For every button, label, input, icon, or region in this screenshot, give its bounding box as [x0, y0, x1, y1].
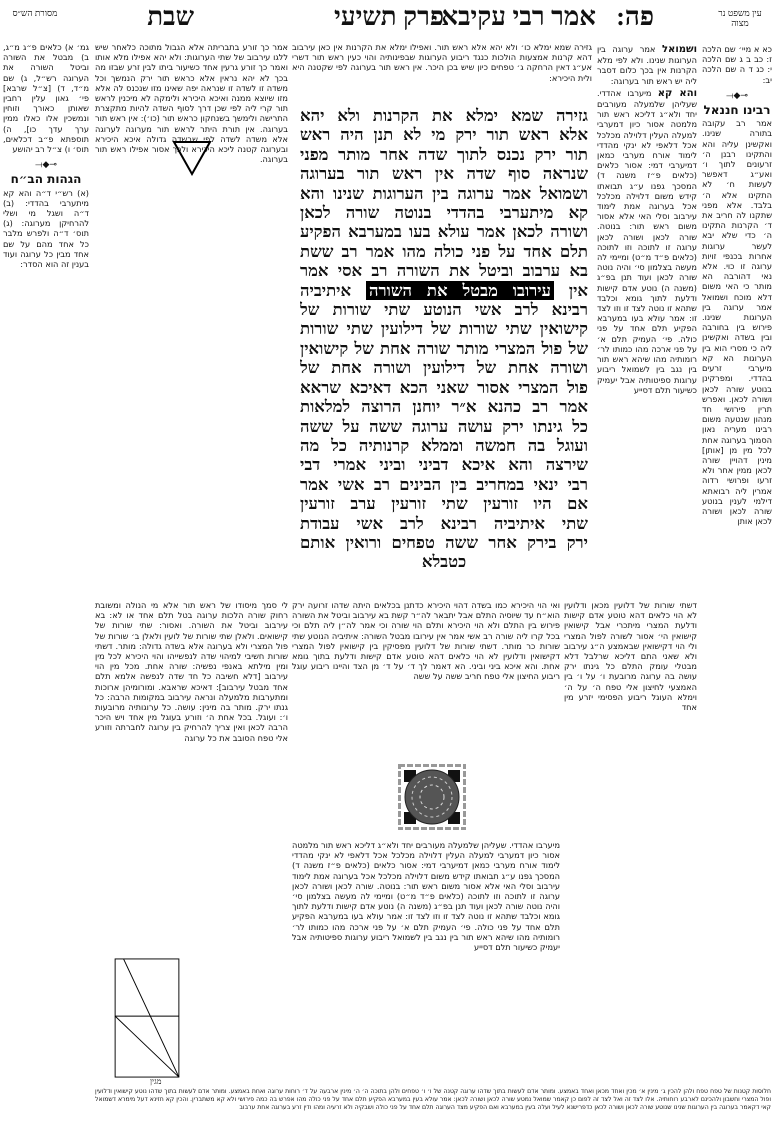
bottom-commentary-text: חלוסות קטנות של טפח טפח ולהן להכין ג׳ מינין א׳ מכין ואחד מכאן ואחד באמצע. ומותר אדם לעשות בתוך שדהו ערוגה קטנה של ו׳ ו׳ טפחים ולהן בתוכה ה׳ ה׳ מינין ארבעה על ד׳ רוחות ערוגה ואחת באמצע. ומותר אדם לעשות בתוך שדהו נוטע קישואין ודלועין ופול המצרי וחשבון ולהכינם לארבע רוחותיה. אלו לצד זה ואל לצד זה לפום כן קאמר שמואל נמטע שורה לכאן ושורה לכאן: אמר עולא בעין במערבא הפקיע תלם אחד על פני כולה מהו אפרש בה כמה פירושי ולא קא משתברין. והכין קא חזינא דעל מימרא דשמואל קאי דקאמר בערוגה בין הערוגות שנינו שנוטע שורה לכאן ושורה לכאן כדפרישנא לעיל ועלה בעין במערבא ואם הפקיע מצד הערוגה תלם אחד על פני כולה ושבקיה ולא זרעיה ומהו ודין זרע בערוגה אחת ערבוב	[95, 1088, 771, 1111]
tosafot-lower-text: לי סמך מיסודו של ראש תור אלא מי הנולה ומשובת רחוק שורה הלכות ערוגה בטל תלם אחד או לא: בא עירבוב וביטל את השורה. ואסור: שתי שורות של קישואים. ולאלן שתי שורות של לועין ולאלן ב׳ שורות של פול המצרי ולא בערוגה אלא בשדה גדולה: מותר. דשתי שורות חשיבי למיהוי שדה לנפשייהו והוי היכירא לכל מין ומין מילתא באנפי נפשיה: שורה אחת. מכל מין הוי עירבוב [דלא חשיבה כל חד שדה לנפשה אלמא תלם אחד מבטל עירבוב]: דאיכא שראבא. ומורומיהן ארוכות ומתערבות מלמעלה ונראה עירבוב במקומות הרבה: כל גנתו ירק. מותר בה מינין: עושה. כל ערוגותיה מרובעות ו׳: ועוגל. בכל אחת ה׳ וזורע בעוגל מין אחד ויש היכר הרבה לכאן ואין צריך להרחיק בין ערוגה לחברתה וזורע אלי טפח הסובב את כל ערוגה	[95, 600, 288, 743]
gemara-line: קא מיתערבי בהדדי בנוטה שורה לכאן	[300, 203, 588, 223]
gemara-line: בא ערבוב וביטל את השורה רב אסי אמר	[300, 261, 588, 281]
hagahot-title: הגהות הב״ח	[10, 172, 82, 187]
field-diagonal-diagram	[112, 958, 182, 1078]
right-margin	[702, 44, 772, 528]
bottom-commentary	[95, 1088, 771, 1111]
hagahot-text: (א) רש״י ד״ה והא קא מיתערבי בהדדי: (ב) ד״ה ושגל מי ושלי להרחיקן מערוגה: (ג) תוס׳ ד״ה ולפרש מלבר כל אחד מהם על שם אחד מבין כל ערוגה ועוד בענין זה הוא הסדר:	[3, 187, 89, 270]
gemara-word: איתיביה	[300, 280, 352, 300]
chananel-text: אמר רב עקובה בתורה שנינו. ואקשינן עליה והא והתקינו רבנן ה׳ זרעונים לתוך ו׳ ואע״ג דאפשר לעשות ח׳ לא התקינו אלא ה׳ בלבד. אלא מפני שתקנו לה חריב את ד׳ הקרנות התקינו ה׳ כדי שלא יבא לעשר ערוגות אחרות בכנפי זויות ערוגה זו כוי. אלא נאי דהורבה הא מותר כי האי משום דלא מוכח ושמואל אמר ערוגה בין הערוגות שנינו. פירוש בין בחורבה ובין בשדה ואקשינן ליה כי מסרי הוא בין הערוגות הא קא מיערבי זרעים בהדדי. ומפרקינן בנוטע שורה לכאן ושורה לכאן. ואפרש תרין פירושי חד מנהון שנטעה משום רבינו מעריה נאון הסמוך בערוגה אחת לכל מין מן [אותן] מינין דהויין שורה לכאן ממין אחר ולא זרעו ופרושי רדוה אמרין ליה רבואתא דילמי לענין בנוטע שורה לכאן ושורה לכאן אותן	[702, 118, 772, 527]
gemara-line: רבינא לרב אשי הנוטע שתי שורות של	[300, 300, 588, 320]
gemara-line: ועוגל בה חמשה וממלא קרנותיה כל מה	[300, 435, 588, 455]
gemara-line: של פול המצרי מותר שורה אחת של קישואין	[300, 338, 588, 358]
ein-mishpat-text: כא א מיי׳ שם הלכה ז: כב ב ג שם הלכה י: כג ד ה שם הלכה יב:	[702, 44, 772, 85]
gemara-line: ושמואל אמר ערוגה בין הערוגות שנינו והא	[300, 183, 588, 203]
rashi-top	[292, 42, 592, 85]
gemara-word: אין	[568, 280, 588, 300]
rashi-top-text: גזירה שמא ימלא כו׳ ולא יהא אלא ראש תור. ואפילו ימלא את הקרנות אין כאן עירבוב דהא קרנות אמצעות הולכות כנגד ריבוע הערוגות שבפינותיה והוי כעין ראש תור דשרי אע״ג דאין הרחקה ג׳ טפחים כיון שיש בכן היכר. אין ראש תור בערוגה לפי שקטנה היא ולית היכירא:	[292, 42, 592, 83]
tosafot-lower	[95, 600, 288, 745]
rashi-comment: מיערבו אהדדי. שעליהן שלמעלה מעורבים יחד ולא״ג דליכא ראש תור מלמטה אסור כיון דמערבי למעלה העלין דלוילה מכלכל אכל דלאפי לא ינקי מהדדי לימוד אורח מערבי כמאן דמיערבי דמי: אסור כלאים (כלאים פ״ז משנה ד) המסכך גפנו ע״ג תבואתו קידש משום דלוילה מכלכל אכל בערוגה אמת לימוד עירבוב וסלי האי אלא אסור משום ראש תור: בנוטה. שורה לכאן ושורה לכאן ערוגה זו לתוכה וזו לתוכה (כלאים פ״ד מ״ט) ומיימי לה מעשה בצלמון סי׳ והיה נוטה שורה לכאן ועוד תנן בפ״ג (משנה ה) נוטע אדם קישות ודלעת לתוך גומא וכלבד שתהא זו נוטה לצד זו וזו לצד זו: אמר עולא בעו במערבא הפקיע תלם אחד על פני כולה. פי׳ העמיק תלם א׳ על פני ארכה מהו כמותו לר׳ רומותיה מהו שיהא ראש תור בין נגב בין לשמואל ריבוע ערוגות ספיטותיה אבל יעמיק כשיעור תלם דסייע	[597, 87, 697, 395]
gemara-line: גזירה שמא ימלא את הקרנות ולא יהא	[300, 106, 588, 125]
gemara-line-last: כטבלא	[421, 552, 467, 572]
triangle-ornament	[172, 140, 212, 176]
rashi-dibbur: ושמואל	[661, 44, 697, 55]
gemara-line: תלם אחד על פני כולה מהו אמר רב ששת	[300, 241, 588, 261]
gemara-line: קישואין שתי שורות של דילועין שתי שורות	[300, 319, 588, 339]
diagram-label: מגין	[150, 1077, 162, 1086]
rashi-lower-text: דשתי שורות של דלועין מכאן ודלועין לא הוי כלאים דהא טוטע אדם קישות ודלעת המצרי מיתכרי אבל קישואין קישואין הי׳ אסור לשורה לפול המצרי ולי הוי דקישואין שבאמצע ה״ג עירבוב ולא שאני התם דליכא שרלבל דלא מבטלי עומק התלם כל גינתו ירק עושה בה ערוגה מרובעת ו׳ על ו׳ בין האמצעי לחיצון אלי טפח ה׳ על ה׳ וימלא העוגל ריבוע הפסימי יזרע מין אחד	[564, 600, 697, 713]
gemara-line: אם היו זורעין שתי זורעין ערב זורעין	[300, 494, 588, 514]
gemara-line: אלא ראש תור ירק מי לא תנן היה ראש	[300, 125, 588, 145]
ornament-divider: ⟜◆⟝	[35, 160, 57, 171]
gemara-line: ירק בירק אחר ששה טפחים ורואין אותם	[300, 532, 588, 552]
gemara-line: כל גינתו ירק עושה ערוגה ששה על ששה	[300, 416, 588, 436]
gemara-line: ושורה לכאן אמר עולא בעו במערבא הפקיע	[300, 222, 588, 242]
tractate-name: שבת	[147, 2, 194, 31]
mesoret-hashas: גמ׳ א) כלאים פ״ג מ״ג, ב) מבטל את השורה וביטל השורה את הערוגה רש״ל, ג) שם מ״ד, ד) [צ״ל שרבא] פי׳ גאון עלין רחבין שאותן כאורך וזוחין ונמשכין אלו כאלו ממין ערך עדך כו], ה) תוספתא פ״ב דכלאים, תוס׳ ו) צ״ל רב יהושע	[3, 42, 89, 155]
chapter-number: פרק תשיעי	[334, 2, 444, 31]
garden-bed-diagram	[398, 764, 466, 830]
gemara-line: תור ירק נכנס לתוך שדה אחר מותר מפני	[300, 144, 588, 164]
gemara-line: ושורה אחת של דילועין ושורה אחת של	[300, 358, 588, 378]
ein-mishpat-header: עין משפט נר מצוה	[718, 8, 762, 28]
gemara-text	[300, 106, 588, 572]
gemara-line: פול המצרי אסור שאני הכא דאיכא שראא	[300, 377, 588, 397]
ornament-divider: ⟜◆⟝	[726, 90, 748, 101]
gemara-line: שתי איתיביה רבינא לרב אשי עבודת	[300, 513, 588, 533]
left-margin	[3, 42, 89, 271]
gemara-line: שנראה סוף שדה אין ראש תור בערוגה	[300, 164, 588, 184]
daf-number: פה:	[616, 2, 654, 31]
gemara-line: אמר רב כהנא א״ר יוחנן הרוצה למלאות	[300, 397, 588, 417]
gemara-line: שירצה והא איכא דביני וביני אמרי דבי	[300, 455, 588, 475]
gemara-line-highlighted	[300, 281, 588, 300]
rashi-dibbur: והא קא	[657, 87, 697, 99]
center-lower-text: ואי הוי היכירא כמו בשדה דהוי היכירא כדתנן בכלאים היתה שדהו זרועה ירק הוא״ח עד שיוסיה התלם אבל יתבאר לה״ר קשת בא עירבוב וביטל את השורה פירוש בין התלם ולא הוי היכירא ותלם הוי שורה וכי אמר לה״ן ליה תלם וכי בכל קרו ליה שורה רב אשי אמר אין עירובו מבטל השורה: איתיביה הנוטע שתי שורות כר מותר. דשתי שורות של דלועין מפסיקין בין קישואין לפול המצרי דקישואין ודלועין לא הוי כלאים דהא טוטע אדם קישות ודלעת בתוך גומא אחת. והא איכא ביני וביני. הא דאמר לך ד׳ על ד׳ מן הצד והיינו ריבוע עוגל ריבוע החיצון אלי טפח חריב ששה על ששה	[292, 600, 560, 682]
text-selection-highlight[interactable]: עירובו מבטל את השורה	[366, 281, 554, 300]
chapter-name: אמר רבי עקיבא	[441, 2, 596, 31]
tosafot-text: אמר כך זורע בתבריתה אלא הגבול מתוכה כלאחר שיש ללגו עירבוב של שתי הערוגות: ולא יהא אפילו מלא אותו ואמר כך זורע גרעין אחד כשיעור ביתו לבין זרע שבזו מה בכך לא יהא נראין אלא כראש תור ירק הנמשך וכל משדה זו לשדה זו שנראה יפה שאינו מזו שנכנס לה אלא מזו שיוצא ממנה ואיכא היכירא ולימקה לא מיכנין לראש תור קרי ליה לפי שכן דרך לסוף השדה להיות מתקצרת התרישה ולימשך בשנחקון כראש תור (כו׳): אין ראש תור בערוגה. אין תורת היתר לראש תור מערוגה לערוגה אלא משדה לשדה לפי שבשדה גדולה איכא היכירא ובערוגה קטנה ליכא היכירא ולכך אסור אפילו ראש תור בערוגה.	[95, 42, 288, 165]
rashi-lower	[564, 600, 697, 714]
center-lower-2	[292, 840, 560, 954]
gemara-line: רבי ינאי במחריב בין הבינים רב אשי אמר	[300, 474, 588, 494]
chananel-title: רבינו חננאל	[703, 103, 771, 118]
rashi-comment: אמר ערוגה בין הערוגות שנינו. ולא לפי מלא הקרנות אין בכך כלום דסבר ליה יש ראש תור בערוגה:	[597, 44, 697, 86]
rashi-column	[597, 44, 697, 397]
commentary-text: מיערבו אהדדי. שעליהן שלמעלה מעורבים יחד ולא״ג דליכא ראש תור מלמטה אסור כיון דמערבי למעלה העלין דלוילה מכלכל אכל דלאפי לא ינקי מהדדי לימוד אורח מערבי כמאן דמיערבי דמי: אסור כלאים (כלאים פ״ז משנה ד) המסכך גפנו ע״ג תבואתו קידש משום דלוילה מכלכל אכל בערוגה אמת לימוד עירבוב וסלי האי אלא אסור משום ראש תור: בנוטה. שורה לכאן ושורה לכאן ערוגה זו לתוכה וזו לתוכה (כלאים פ״ד מ״ט) ומיימי לה מעשה בצלמון סי׳ והיה נוטה שורה לכאן ועוד תנן בפ״ג (משנה ה) נוטע אדם קישות ודלעת לתוך גומא וכלבד שתהא זו נוטה לצד זו וזו לצד זו: אמר עולא בעו במערבא הפקיע תלם אחד על פני כולה. פי׳ העמיק תלם א׳ על פני ארכה מהו כמותו לר׳ רומותיה מהו שיהא ראש תור בין נגב בין לשמואל ריבוע ערוגות ספיטותיה אבל יעמיק כשיעור תלם דסייע	[292, 840, 560, 953]
center-lower	[292, 600, 560, 684]
mesoret-header: מסורת הש״ס	[12, 8, 58, 18]
